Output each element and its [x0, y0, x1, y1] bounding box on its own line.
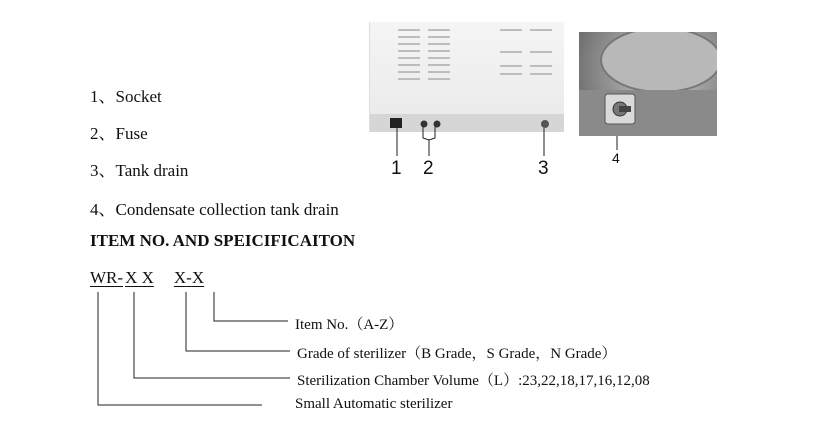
legend-separator: 、 — [98, 87, 116, 106]
model-item-code: X — [191, 268, 205, 287]
spec-item-no: Item No.（A-Z） — [295, 317, 404, 333]
spec-chamber-volume: Sterilization Chamber Volume（L）:23,22,18,17,16,12,08 — [297, 373, 650, 389]
legend-label: Socket — [115, 87, 162, 106]
model-volume-code: X X — [125, 268, 154, 287]
legend-label: Condensate collection tank drain — [115, 200, 339, 219]
legend-separator: 、 — [98, 200, 116, 219]
figure-label-2: 2 — [423, 158, 434, 179]
section-heading: ITEM NO. AND SPEICIFICAITON — [90, 231, 356, 250]
model-dash: - — [117, 268, 124, 287]
legend-separator: 、 — [98, 161, 116, 180]
model-dash: - — [186, 268, 192, 287]
legend-separator: 、 — [98, 124, 116, 143]
figure-label-3: 3 — [538, 158, 549, 179]
model-grade-code: X — [173, 268, 187, 287]
legend-number: 1 — [90, 87, 99, 106]
spec-sterilizer-type: Small Automatic sterilizer — [295, 396, 453, 412]
legend-number: 3 — [90, 161, 99, 180]
model-prefix: WR — [90, 268, 118, 287]
legend-number: 4 — [90, 200, 99, 219]
legend-number: 2 — [90, 124, 99, 143]
legend-label: Fuse — [115, 124, 148, 143]
figure-label-4: 4 — [612, 150, 620, 166]
legend-label: Tank drain — [115, 161, 189, 180]
figure-label-1: 1 — [391, 158, 402, 179]
spec-grade: Grade of sterilizer（B Grade，S Grade，N Grade） — [297, 346, 617, 362]
